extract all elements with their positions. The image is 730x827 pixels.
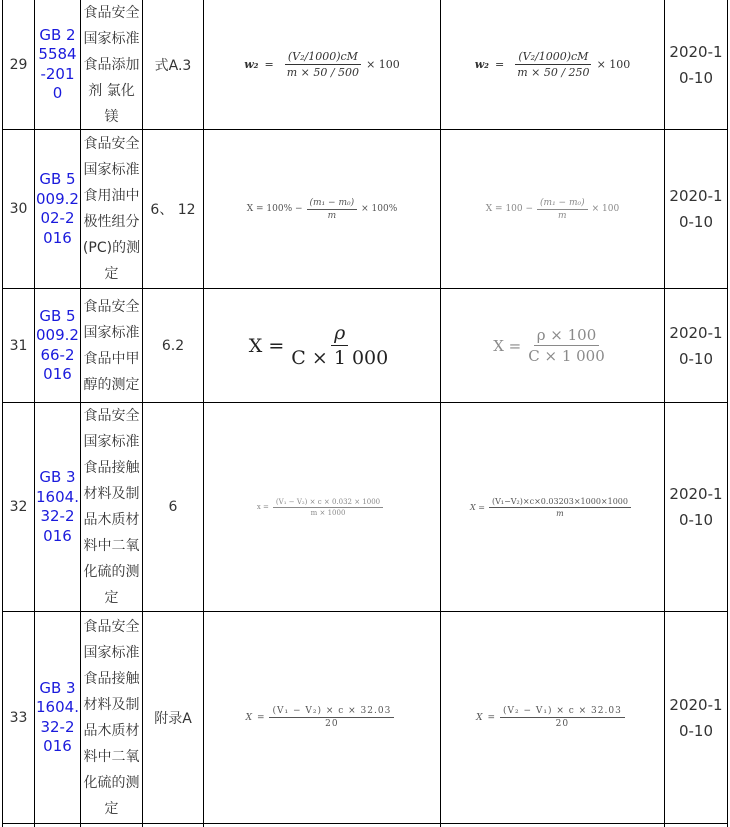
formula-numerator: (V₂/1000)cM <box>515 50 591 65</box>
formula-denominator: m × 50 / 500 <box>286 66 360 79</box>
effective-date: 2020-10-10 <box>669 323 723 368</box>
formula-numerator: (V₁ − V₂) × c × 32.03 <box>269 706 394 718</box>
formula-lhs: w₂ <box>474 58 489 71</box>
standard-code-link[interactable]: GB 31604.32-2016 <box>36 468 79 545</box>
formula-lhs: X = <box>493 336 522 355</box>
formula-eq: = <box>495 58 505 71</box>
formula-denominator: 20 <box>555 719 570 729</box>
standard-name: 食品安全国家标准食品添加剂 氯化镁 <box>83 4 140 125</box>
effective-date: 2020-10-10 <box>669 485 723 529</box>
formula-denominator: m <box>558 210 567 221</box>
revised-formula <box>441 130 664 288</box>
revised-formula <box>441 289 664 402</box>
formula-tail: × 100% <box>361 204 398 214</box>
formula-lhs: X = <box>470 502 485 512</box>
revised-formula <box>441 403 664 611</box>
original-formula <box>204 612 440 823</box>
formula-numerator: (V₁ − V₂) × c × 0.032 × 1000 <box>273 498 383 508</box>
original-formula <box>204 0 440 129</box>
standard-name: 食品安全国家标准食品接触材料及制品木质材料中二氧化硫的测定 <box>83 618 140 817</box>
formula-numerator: ρ × 100 <box>534 326 600 346</box>
formula-lhs: X = <box>248 334 285 357</box>
effective-date: 2020-10-10 <box>669 187 723 231</box>
row-number: 31 <box>9 337 28 354</box>
revised-formula <box>441 0 664 129</box>
row-number: 32 <box>9 499 28 515</box>
standard-code-link[interactable]: GB 5009.266-2016 <box>36 306 79 383</box>
row-number: 29 <box>9 56 28 73</box>
revised-formula <box>441 612 664 823</box>
formula-eq: = <box>264 58 274 71</box>
formula-lhs: X = <box>245 712 266 723</box>
formula-numerator: (m₁ − m₀) <box>307 198 358 210</box>
effective-date: 2020-10-10 <box>669 695 723 740</box>
clause: 6、 12 <box>150 202 196 218</box>
clause: 式A.3 <box>154 57 192 74</box>
formula-tail: × 100 <box>591 204 620 214</box>
standard-code-link[interactable]: GB 31604.32-2016 <box>36 678 79 755</box>
row-number: 33 <box>9 709 28 726</box>
clause: 6 <box>168 499 178 515</box>
effective-date: 2020-10-10 <box>669 42 723 87</box>
original-formula <box>204 289 440 402</box>
standard-code-link[interactable]: GB 25584-2010 <box>38 25 77 102</box>
standard-name: 食品安全国家标准食用油中极性组分(PC)的测定 <box>82 136 141 282</box>
clause: 附录A <box>154 710 192 727</box>
formula-numerator: (V₂ − V₁) × c × 32.03 <box>500 706 625 718</box>
formula-denominator: m × 1000 <box>310 508 346 517</box>
original-formula <box>204 403 440 611</box>
formula-denominator: m × 50 / 250 <box>517 66 590 79</box>
formula-tail: × 100 <box>596 58 631 71</box>
formula-denominator: m <box>556 508 564 518</box>
formula-numerator: (V₁−V₂)×c×0.03203×1000×1000 <box>489 497 631 508</box>
standard-name: 食品安全国家标准食品接触材料及制品木质材料中二氧化硫的测定 <box>83 408 140 606</box>
clause: 6.2 <box>161 337 185 354</box>
grid-line <box>2 823 728 824</box>
formula-numerator: (V₂/1000)cM <box>285 50 361 65</box>
formula-denominator: C × 1 000 <box>528 347 605 365</box>
grid-line <box>727 0 728 827</box>
row-number: 30 <box>9 201 28 217</box>
formula-lhs: X = <box>476 712 496 723</box>
formula-denominator: 20 <box>325 719 339 729</box>
formula-lhs: x = <box>256 503 269 511</box>
formula-lhs: X = 100% − <box>246 204 303 214</box>
formula-denominator: m <box>327 210 337 221</box>
original-formula <box>204 130 440 288</box>
formula-tail: × 100 <box>366 58 400 71</box>
formula-lhs: w₂ <box>244 58 259 71</box>
formula-lhs: X = 100 − <box>485 204 534 214</box>
formula-numerator: (m₁ − m₀) <box>537 198 588 210</box>
standard-name: 食品安全国家标准食品中甲醇的测定 <box>83 298 140 393</box>
formula-denominator: C × 1 000 <box>291 347 389 369</box>
standard-code-link[interactable]: GB 5009.202-2016 <box>36 170 79 247</box>
formula-numerator: ρ <box>331 322 348 346</box>
